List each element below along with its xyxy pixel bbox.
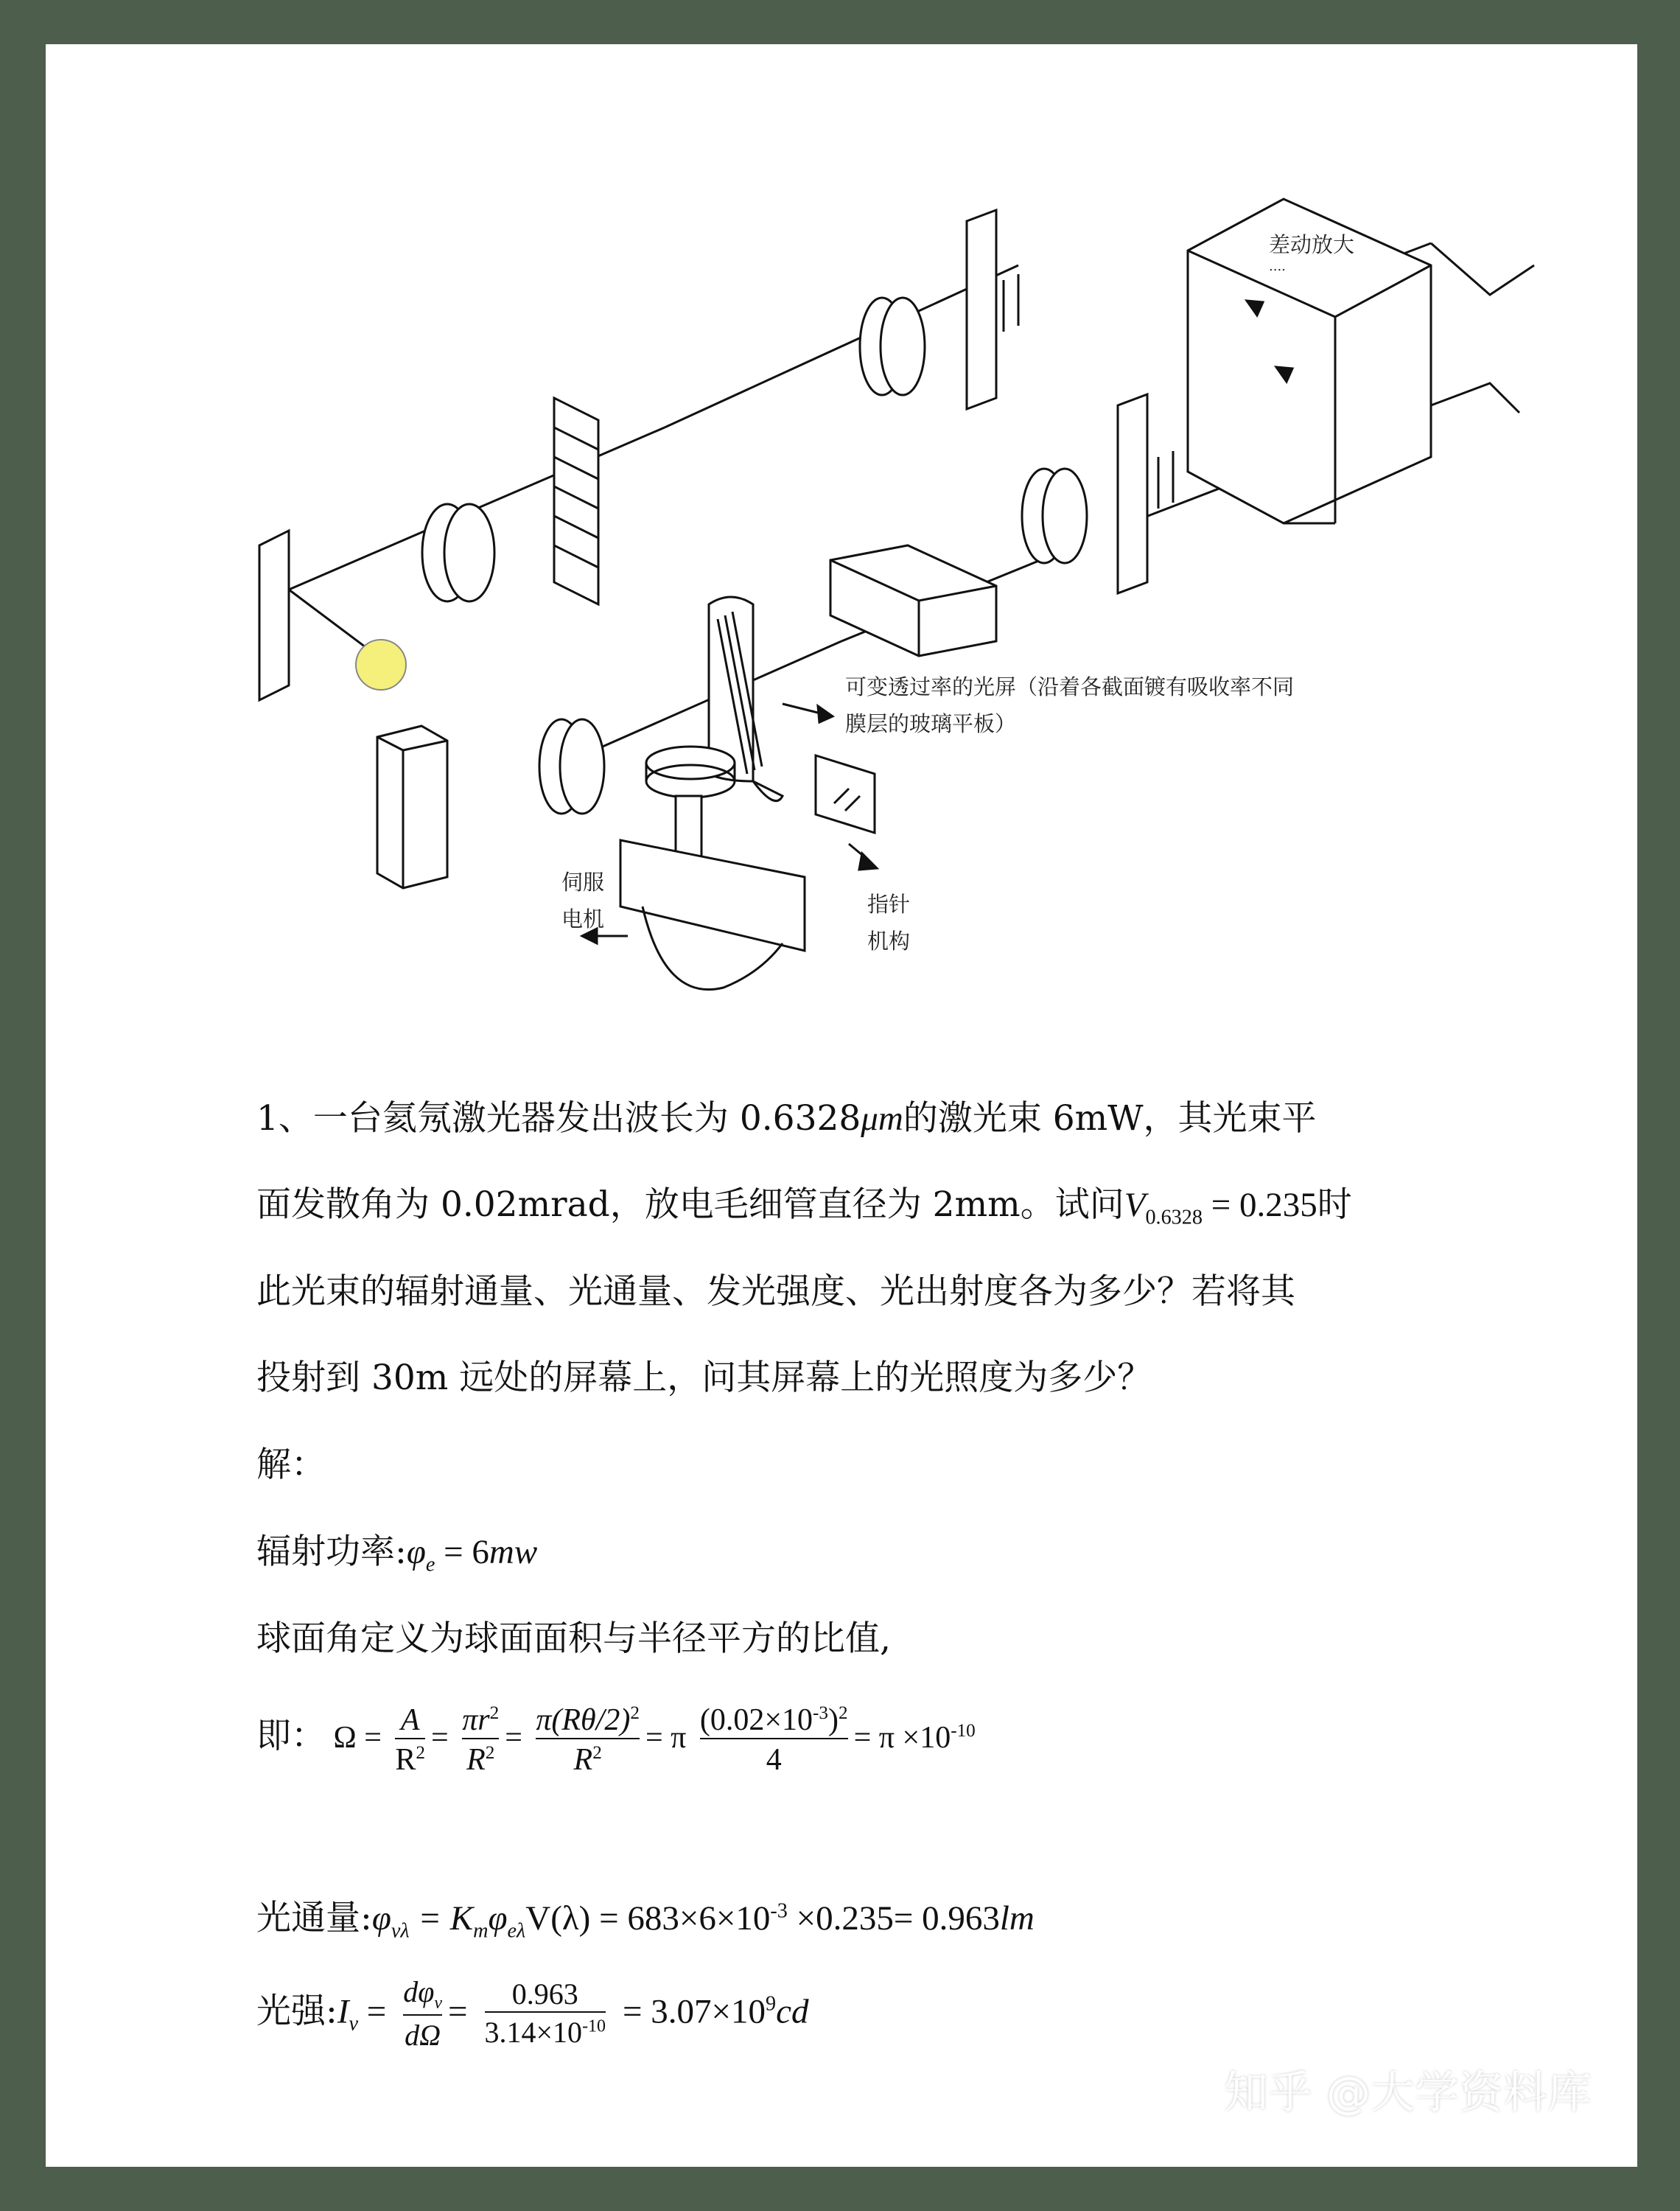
lens-upper-left [422,504,494,601]
lens-upper-right [860,298,925,395]
solution-heading: 解： [256,1445,326,1485]
optical-system-diagram [46,44,1637,1091]
light-source-bulb [356,640,406,690]
reflector-plate [259,531,289,700]
screen-label-line1: 可变透过率的光屏（沿着各截面镀有吸收率不同 [845,674,1295,699]
pointer-label-line1: 指针 [867,892,911,917]
fraction-pi-rtheta: $\frac{\pi(R\theta/2)^2}{R^2}$ [536,1703,640,1778]
solid-angle-equation: 即： Ω = $\frac{A}{R^2}$ = $\frac{\pi r^2}{R^2}$ = $\frac{\pi(R\theta/2)^2}{R^2}$ = π $\frac{(0.02\times 10^{-3})^2}{4}$ = $\pi \times 10^{-10}$ [256,1703,976,1778]
lens-lower-left [539,719,604,814]
document-page [46,44,1637,2167]
problem-line-4: 投射到 30m 远处的屏幕上，问其屏幕上的光照度为多少？ [256,1358,1152,1398]
problem-line-3: 此光束的辐射通量、光通量、发光强度、光出射度各为多少？若将其 [256,1271,1295,1312]
servo-label-line2: 电机 [561,907,605,932]
problem-line-1: 1、一台氦氖激光器发出波长为 0.6328μm的激光束 6mW，其光束平 [256,1098,1317,1139]
fraction-intensity-numeric: $\frac{0.963}{3.14\times 10^{-10}}$ [484,1977,606,2050]
fraction-a-over-r2: $\frac{A}{R^2}$ [395,1703,426,1778]
fraction-dphi-domega: $\frac{d\varphi_v}{d\Omega}$ [403,1975,443,2052]
zhihu-watermark: 知乎 @大学资料库 [1223,2067,1592,2119]
luminous-intensity-line: 光强$:I_v$ = $\frac{d\varphi_v}{d\Omega}$ = $\frac{0.963}{3.14\times 10^{-10}}$ = $3.07\times 10^9cd$ [256,1975,809,2052]
radiant-power-line: 辐射功率$:\varphi_e = 6mw$ [256,1531,538,1576]
screen-label-line2: 膜层的玻璃平板） [845,711,1017,736]
solid-angle-definition: 球面角定义为球面面积与半径平方的比值, [256,1618,891,1659]
filter-plate-upper [967,210,1018,409]
diff-amp-label: 差动放大 [1269,232,1355,257]
problem-line-2: 面发散角为 0.02mrad，放电毛细管直径为 2mm。试问$V_{0.6328} = 0.235$时 [256,1184,1352,1229]
sample-box [830,545,996,656]
servo-label-line1: 伺服 [561,870,605,895]
pointer-label-line2: 机构 [867,929,911,954]
fraction-pir2-over-r2: $\frac{\pi r^2}{R^2}$ [462,1703,500,1778]
pointer-plate [816,755,875,833]
fraction-numeric: $\frac{(0.02\times 10^{-3})^2}{4}$ [699,1703,848,1778]
filter-plate-lower [1118,394,1173,593]
detector-box [377,726,447,888]
diff-amp-dots: .... [1269,259,1286,274]
luminous-flux-line: 光通量$:\varphi_{v\lambda} = K_m\varphi_{e\lambda}V(\lambda) = 683\times 6\times 10^{-3} \times 0.235= 0.963lm$ [256,1898,1035,1943]
grating-plate [554,398,598,604]
lens-lower-right [1022,469,1087,563]
